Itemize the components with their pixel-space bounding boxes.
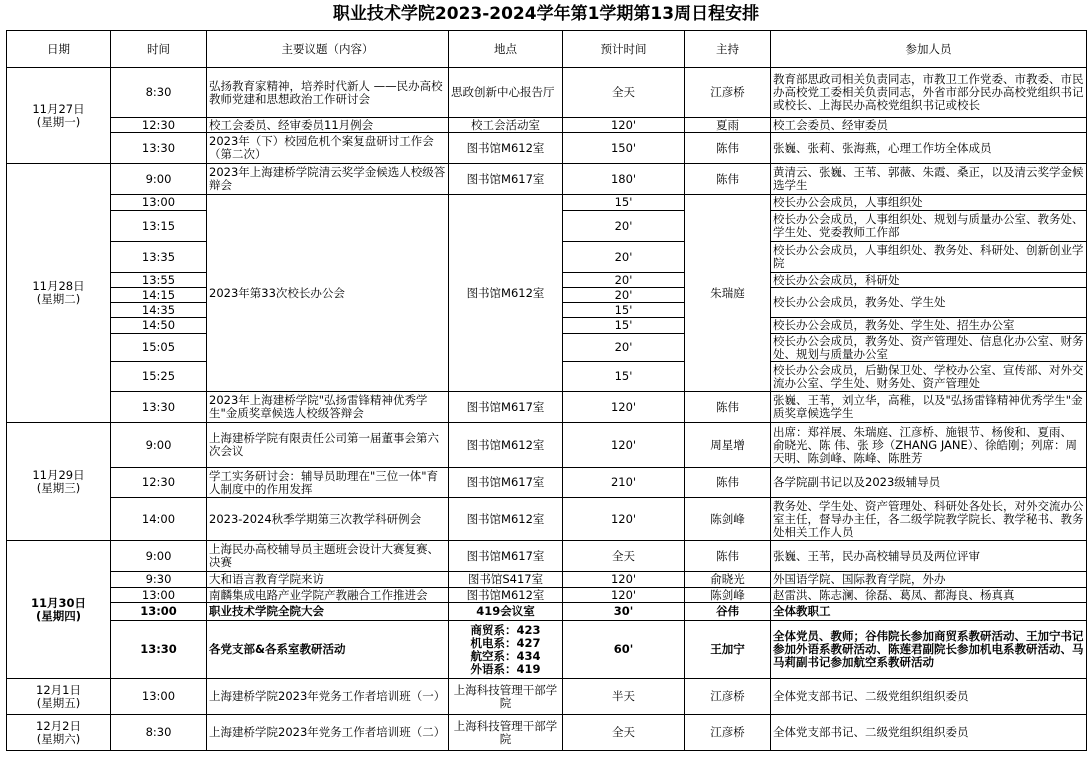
duration-cell: 全天 xyxy=(563,541,685,572)
table-row xyxy=(7,588,1087,603)
table-row xyxy=(7,133,1087,164)
place-cell: 图书馆M612室 xyxy=(449,423,563,468)
attendees-cell: 教务处、学生处、资产管理处、科研处各处长，对外交流办公室主任，督导办主任，各二级学院教学院长、教学秘书、教务处相关工作人员 xyxy=(771,498,1087,541)
attendees-cell: 外国语学院、国际教育学院，外办 xyxy=(771,572,1087,588)
attendees-cell: 黄清云、张巍、王苇、郭薇、朱霞、桑正，以及清云奖学金候选学生 xyxy=(771,164,1087,195)
duration-cell: 全天 xyxy=(563,68,685,118)
attendees-cell: 校工会委员、经审委员 xyxy=(771,118,1087,133)
header-place: 地点 xyxy=(449,31,563,68)
time-cell: 13:30 xyxy=(111,621,207,679)
place-cell: 上海科技管理干部学院 xyxy=(449,715,563,751)
time-cell: 15:25 xyxy=(111,362,207,392)
time-cell: 14:50 xyxy=(111,318,207,334)
attendees-cell: 全体教职工 xyxy=(771,603,1087,621)
duration-cell: 120' xyxy=(563,392,685,423)
attendees-cell: 校长办公会成员，科研处 xyxy=(771,273,1087,288)
place-cell: 图书馆M617室 xyxy=(449,541,563,572)
host-cell: 周星增 xyxy=(685,423,771,468)
time-cell: 13:35 xyxy=(111,242,207,273)
duration-cell: 15' xyxy=(563,362,685,392)
duration-cell: 20' xyxy=(563,242,685,273)
topic-cell: 2023年第33次校长办公会 xyxy=(207,195,449,392)
duration-cell: 30' xyxy=(563,603,685,621)
attendees-cell: 赵雷洪、陈志澜、徐磊、葛凤、都海良、杨真真 xyxy=(771,588,1087,603)
date-label: 11月28日 xyxy=(32,279,85,293)
duration-cell: 210' xyxy=(563,468,685,498)
topic-cell: 校工会委员、经审委员11月例会 xyxy=(207,118,449,133)
duration-cell: 120' xyxy=(563,572,685,588)
attendees-cell: 校长办公会成员，教务处、学生处、招生办公室 xyxy=(771,318,1087,334)
date-cell xyxy=(7,541,111,679)
topic-cell: 上海民办高校辅导员主题班会设计大赛复赛、决赛 xyxy=(207,541,449,572)
schedule-table xyxy=(6,30,1087,751)
time-cell: 9:00 xyxy=(111,541,207,572)
host-cell: 江彦桥 xyxy=(685,68,771,118)
attendees-cell: 全体党支部书记、二级党组织组织委员 xyxy=(771,679,1087,715)
header-topic: 主要议题（内容） xyxy=(207,31,449,68)
duration-cell: 120' xyxy=(563,118,685,133)
time-cell: 9:30 xyxy=(111,572,207,588)
place-cell: 图书馆M612室 xyxy=(449,498,563,541)
host-cell: 陈剑峰 xyxy=(685,588,771,603)
duration-cell: 20' xyxy=(563,288,685,303)
table-row xyxy=(7,679,1087,715)
time-cell: 13:30 xyxy=(111,392,207,423)
place-cell: 图书馆S417室 xyxy=(449,572,563,588)
attendees-cell: 张巍、张莉、张海燕，心理工作坊全体成员 xyxy=(771,133,1087,164)
attendees-cell: 校长办公会成员，后勤保卫处、学校办公室、宣传部、对外交流办公室、学生处、财务处、资产管理处 xyxy=(771,362,1087,392)
date-cell xyxy=(7,423,111,541)
table-row xyxy=(7,603,1087,621)
weekday-label: (星期二) xyxy=(36,292,81,306)
table-row xyxy=(7,68,1087,118)
place-cell: 思政创新中心报告厅 xyxy=(449,68,563,118)
duration-cell: 120' xyxy=(563,498,685,541)
time-cell: 13:00 xyxy=(111,679,207,715)
time-cell: 9:00 xyxy=(111,164,207,195)
time-cell: 13:30 xyxy=(111,133,207,164)
header-attendees: 参加人员 xyxy=(771,31,1087,68)
table-row xyxy=(7,423,1087,468)
table-row xyxy=(7,498,1087,541)
topic-cell: 弘扬教育家精神，培养时代新人 ——民办高校教师党建和思想政治工作研讨会 xyxy=(207,68,449,118)
host-cell: 陈伟 xyxy=(685,133,771,164)
topic-cell: 各党支部&各系室教研活动 xyxy=(207,621,449,679)
weekday-label: (星期四) xyxy=(35,608,81,623)
attendees-cell: 张巍、王苇，刘立华，高稚，以及"弘扬雷锋精神优秀学生"金质奖章候选学生 xyxy=(771,392,1087,423)
attendees-cell: 全体党员、教师；谷伟院长参加商贸系教研活动、王加宁书记参加外语系教研活动、陈莲君副院长参加机电系教研活动、马马莉副书记参加航空系教研活动 xyxy=(771,621,1087,679)
header-duration: 预计时间 xyxy=(563,31,685,68)
date-label: 12月2日 xyxy=(36,718,81,733)
attendees-cell: 全体党支部书记、二级党组织组织委员 xyxy=(771,715,1087,751)
place-line: 商贸系：423 xyxy=(470,622,541,637)
place-line: 外语系：419 xyxy=(470,661,541,676)
attendees-cell: 出席：郑祥展、朱瑞庭、江彦桥、施银节、杨俊和、夏雨、 俞晓光、陈 伟、张 珍（ZHANG JANE）、徐皓刚；列席：周天明、陈剑峰、陈峰、陈胜芳 xyxy=(771,423,1087,468)
topic-cell: 学工实务研讨会：辅导员助理在"三位一体"育人制度中的作用发挥 xyxy=(207,468,449,498)
header-row xyxy=(7,31,1087,68)
host-cell: 陈伟 xyxy=(685,541,771,572)
attendees-cell: 各学院副书记以及2023级辅导员 xyxy=(771,468,1087,498)
attendees-cell: 校长办公会成员，人事组织处 xyxy=(771,195,1087,211)
weekday-label: (星期六) xyxy=(36,731,81,746)
place-cell: 图书馆M612室 xyxy=(449,588,563,603)
weekday-label: (星期三) xyxy=(36,480,81,495)
time-cell: 14:15 xyxy=(111,288,207,303)
time-cell: 12:30 xyxy=(111,118,207,133)
date-label: 11月27日 xyxy=(32,101,85,116)
time-cell: 12:30 xyxy=(111,468,207,498)
date-cell xyxy=(7,164,111,423)
attendees-cell: 校长办公会成员，人事组织处、规划与质量办公室、教务处、学生处、党委教师工作部 xyxy=(771,211,1087,242)
date-cell xyxy=(7,679,111,715)
date-label: 11月29日 xyxy=(32,467,85,482)
time-cell: 9:00 xyxy=(111,423,207,468)
attendees-cell: 校长办公会成员，人事组织处、教务处、科研处、创新创业学院 xyxy=(771,242,1087,273)
place-cell: 校工会活动室 xyxy=(449,118,563,133)
attendees-cell: 张巍、王苇，民办高校辅导员及两位评审 xyxy=(771,541,1087,572)
table-row xyxy=(7,715,1087,751)
place-cell: 图书馆M612室 xyxy=(449,133,563,164)
place-cell: 图书馆M617室 xyxy=(449,392,563,423)
date-cell xyxy=(7,715,111,751)
place-cell: 图书馆M617室 xyxy=(449,164,563,195)
date-label: 11月30日 xyxy=(30,595,86,610)
topic-cell: 2023年上海建桥学院"弘扬雷锋精神优秀学生"金质奖章候选人校级答辩会 xyxy=(207,392,449,423)
topic-cell: 大和语言教育学院来访 xyxy=(207,572,449,588)
duration-cell: 15' xyxy=(563,318,685,334)
topic-cell: 职业技术学院全院大会 xyxy=(207,603,449,621)
place-line: 机电系：427 xyxy=(470,635,541,650)
table-row xyxy=(7,392,1087,423)
time-cell: 14:00 xyxy=(111,498,207,541)
topic-cell: 南麟集成电路产业学院产教融合工作推进会 xyxy=(207,588,449,603)
attendees-cell: 校长办公会成员，教务处、学生处 xyxy=(771,288,1087,318)
host-cell: 俞晓光 xyxy=(685,572,771,588)
duration-cell: 120' xyxy=(563,423,685,468)
table-row xyxy=(7,541,1087,572)
time-cell: 13:00 xyxy=(111,588,207,603)
place-cell: 图书馆M617室 xyxy=(449,468,563,498)
time-cell: 15:05 xyxy=(111,334,207,362)
host-cell: 朱瑞庭 xyxy=(685,195,771,392)
header-time: 时间 xyxy=(111,31,207,68)
host-cell: 江彦桥 xyxy=(685,679,771,715)
duration-cell: 180' xyxy=(563,164,685,195)
host-cell: 陈伟 xyxy=(685,392,771,423)
topic-cell: 2023年上海建桥学院清云奖学金候选人校级答辩会 xyxy=(207,164,449,195)
time-cell: 13:55 xyxy=(111,273,207,288)
host-cell: 陈剑峰 xyxy=(685,498,771,541)
place-cell: 上海科技管理干部学院 xyxy=(449,679,563,715)
host-cell: 陈伟 xyxy=(685,164,771,195)
time-cell: 13:15 xyxy=(111,211,207,242)
host-cell: 江彦桥 xyxy=(685,715,771,751)
duration-cell: 20' xyxy=(563,273,685,288)
place-cell xyxy=(449,621,563,679)
host-cell: 陈伟 xyxy=(685,468,771,498)
topic-cell: 上海建桥学院2023年党务工作者培训班（二） xyxy=(207,715,449,751)
time-cell: 8:30 xyxy=(111,68,207,118)
header-host: 主持 xyxy=(685,31,771,68)
weekday-label: (星期一) xyxy=(36,114,81,129)
duration-cell: 20' xyxy=(563,334,685,362)
topic-cell: 2023年（下）校园危机个案复盘研讨工作会（第二次） xyxy=(207,133,449,164)
header-date: 日期 xyxy=(7,31,111,68)
page-title: 职业技术学院2023-2024学年第1学期第13周日程安排 xyxy=(332,4,760,24)
date-label: 12月1日 xyxy=(36,682,81,697)
place-cell: 图书馆M612室 xyxy=(449,195,563,392)
time-cell: 8:30 xyxy=(111,715,207,751)
host-cell: 王加宁 xyxy=(685,621,771,679)
place-cell: 419会议室 xyxy=(449,603,563,621)
time-cell: 13:00 xyxy=(111,195,207,211)
topic-cell: 2023-2024秋季学期第三次教学科研例会 xyxy=(207,498,449,541)
duration-cell: 半天 xyxy=(563,679,685,715)
topic-cell: 上海建桥学院2023年党务工作者培训班（一） xyxy=(207,679,449,715)
date-cell xyxy=(7,68,111,164)
time-cell: 13:00 xyxy=(111,603,207,621)
weekday-label: (星期五) xyxy=(36,695,81,710)
duration-cell: 20' xyxy=(563,211,685,242)
attendees-cell: 校长办公会成员，教务处、资产管理处、信息化办公室、财务处、规划与质量办公室 xyxy=(771,334,1087,362)
place-line: 航空系：434 xyxy=(470,648,541,663)
topic-cell: 上海建桥学院有限责任公司第一届董事会第六次会议 xyxy=(207,423,449,468)
time-cell: 14:35 xyxy=(111,303,207,318)
host-cell: 夏雨 xyxy=(685,118,771,133)
duration-cell: 120' xyxy=(563,588,685,603)
host-cell: 谷伟 xyxy=(685,603,771,621)
duration-cell: 150' xyxy=(563,133,685,164)
duration-cell: 60' xyxy=(563,621,685,679)
table-row xyxy=(7,195,1087,211)
attendees-cell: 教育部思政司相关负责同志，市教卫工作党委、市教委、市民办高校党工委相关负责同志，外省市部分民办高校党组织书记或校长、上海民办高校党组织书记或校长 xyxy=(771,68,1087,118)
duration-cell: 15' xyxy=(563,195,685,211)
table-row xyxy=(7,164,1087,195)
table-row xyxy=(7,621,1087,679)
duration-cell: 15' xyxy=(563,303,685,318)
table-row xyxy=(7,468,1087,498)
duration-cell: 全天 xyxy=(563,715,685,751)
table-row xyxy=(7,572,1087,588)
table-row xyxy=(7,118,1087,133)
